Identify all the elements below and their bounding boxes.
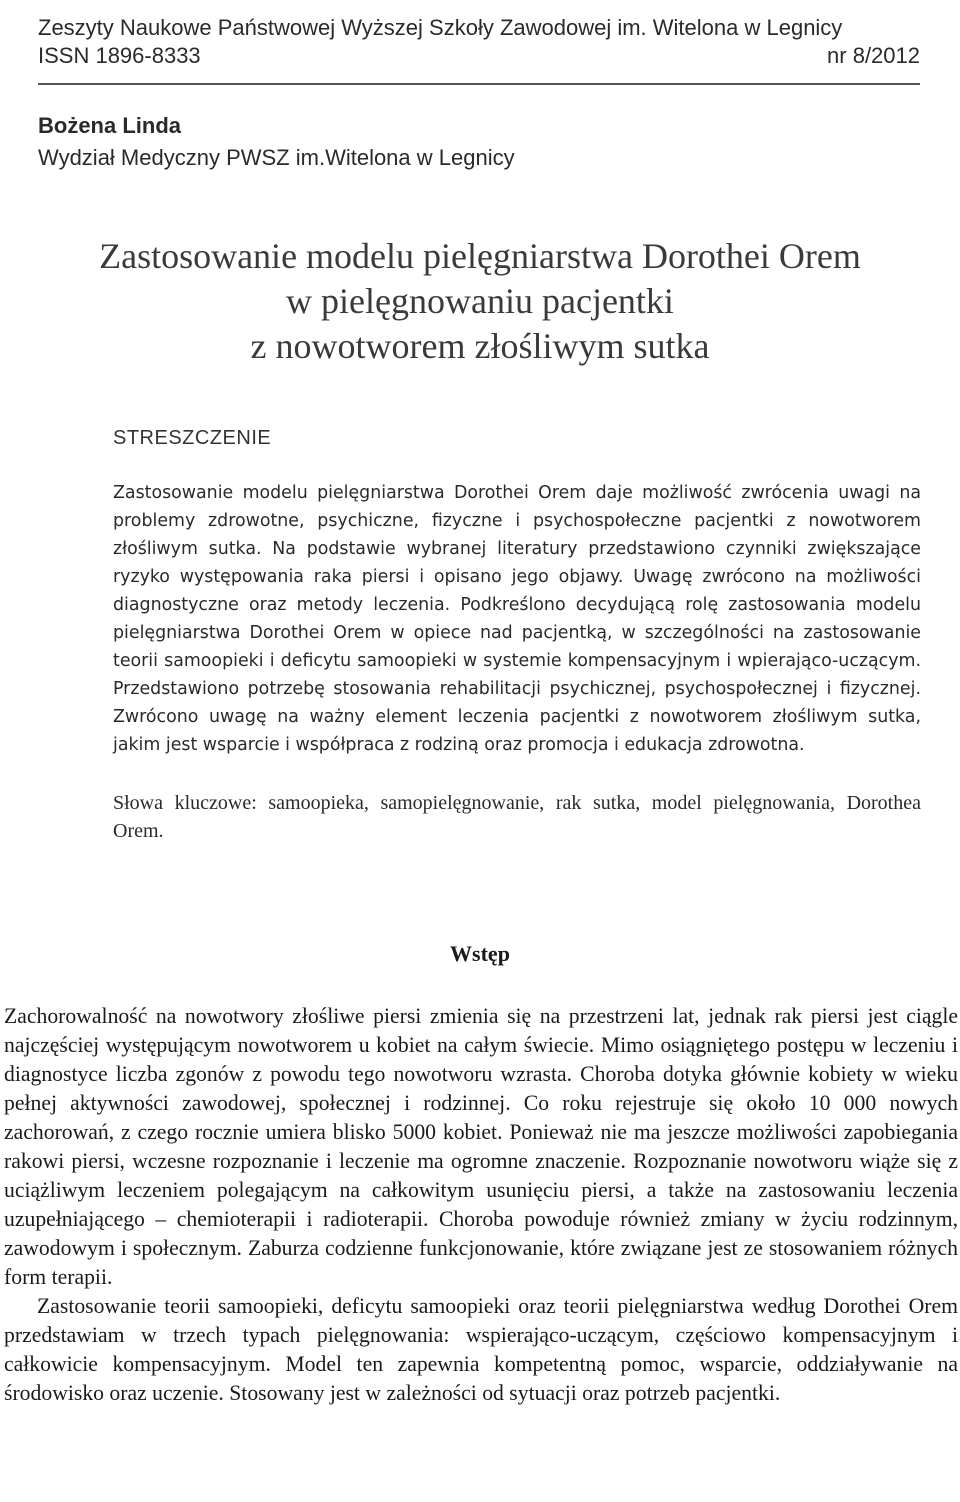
header-divider <box>38 83 920 85</box>
body-paragraph-2: Zastosowanie teorii samoopieki, deficytu samoopieki oraz teorii pielęgniarstwa według Dorothei Orem przedstawiam w trzech typach pielęgnowania: wspierająco-uczącym, częściowo kompensacyjnym i całkowicie kompensacyjnym. Model ten zapewnia kompetentną pomoc, wsparcie, oddziaływanie na środowisko oraz uczenie. Stosowany jest w zależności od sytuacji oraz potrzeb pacjentki. <box>4 1294 958 1405</box>
author-affiliation: Wydział Medyczny PWSZ im.Witelona w Legnicy <box>38 145 515 170</box>
title-line-3: z nowotworem złośliwym sutka <box>250 326 710 366</box>
journal-meta-row <box>38 42 920 70</box>
abstract-section <box>113 425 921 845</box>
journal-title: Zeszyty Naukowe Państwowej Wyższej Szkoły Zawodowej im. Witelona w Legnicy <box>38 15 843 40</box>
abstract-heading: STRESZCZENIE <box>113 427 272 449</box>
title-line-1: Zastosowanie modelu pielęgniarstwa Dorothei Orem <box>99 236 861 276</box>
article-title <box>0 234 960 369</box>
issn: ISSN 1896-8333 <box>38 43 201 68</box>
issue-number: nr 8/2012 <box>827 43 920 68</box>
author-block <box>38 110 515 174</box>
keywords: Słowa kluczowe: samoopieka, samopielęgnowanie, rak sutka, model pielęgnowania, Dorothea Orem. <box>113 792 921 842</box>
title-line-2: w pielęgnowaniu pacjentki <box>286 281 674 321</box>
author-name: Bożena Linda <box>38 113 182 138</box>
section-heading: Wstęp <box>450 941 510 966</box>
abstract-text: Zastosowanie modelu pielęgniarstwa Dorothei Orem daje możliwość zwrócenia uwagi na problemy zdrowotne, psychiczne, fizyczne i psychospołeczne pacjentki z nowotworem złośliwym sutka. Na podstawie wybranej literatury przedstawiono czynniki zwiększające ryzyko występowania raka piersi i opisano jego objawy. Uwagę zwrócono na możliwości diagnostyczne oraz metody leczenia. Podkreślono decydującą rolę zastosowania modelu pielęgniarstwa Dorothei Orem w opiece nad pacjentką, w szczególności na zastosowanie teorii samoopieki i deficytu samoopieki w systemie kompensacyjnym i wpierająco-uczącym. Przedstawiono potrzebę stosowania rehabilitacji psychicznej, psychospołecznej i fizycznej. Zwrócono uwagę na ważny element leczenia pacjentki z nowotworem złośliwym sutka, jakim jest wsparcie i współpraca z rodziną oraz promocja i edukacja zdrowotna. <box>113 483 921 755</box>
journal-header <box>38 14 920 70</box>
body-text <box>4 1002 958 1408</box>
body-paragraph-1: Zachorowalność na nowotwory złośliwe piersi zmienia się na przestrzeni lat, jednak rak piersi jest ciągle najczęściej występującym nowotworem u kobiet na całym świecie. Mimo osiągniętego postępu w leczeniu i diagnostyce liczba zgonów z powodu tego nowotworu wzrasta. Choroba dotyka głównie kobiety w wieku pełnej aktywności zawodowej, społecznej i rodzinnej. Co roku rejestruje się około 10 000 nowych zachorowań, z czego rocznie umiera blisko 5000 kobiet. Ponieważ nie ma jeszcze możliwości zapobiegania rakowi piersi, wczesne rozpoznanie i leczenie ma ogromne znaczenie. Rozpoznanie nowotworu wiąże się z uciążliwym leczeniem polegającym na całkowitym usunięciu piersi, a także na zastosowaniu leczenia uzupełniającego – chemioterapii i radioterapii. Choroba powoduje również zmiany w życiu rodzinnym, zawodowym i społecznym. Zaburza codzienne funkcjonowanie, które związane jest ze stosowaniem różnych form terapii. <box>4 1004 958 1289</box>
